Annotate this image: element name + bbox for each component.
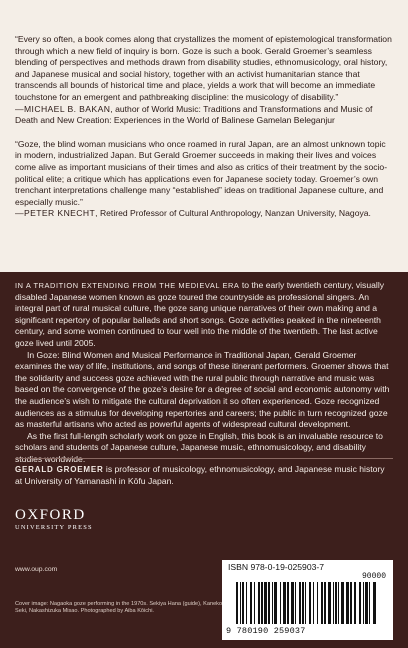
- author-name: GERALD GROEMER: [15, 465, 104, 474]
- endorsement-attribution-2: [15, 208, 393, 220]
- description-paragraph-2: In Goze: Blind Women and Musical Performance in Traditional Japan, Gerald Groemer examines the way of life, institutions, and songs of these itinerant performers. Groemer shows that the solidarity and success goze achieved with the rural public through narrative and music was based on the convergence of the goze’s desire for a degree of social and economic autonomy with the audience’s wish to mitigate the cultural deprivation it so often experienced. Goze recognized audiences as a stimulus for developing repertories and careers; the public in turn recognized goze as masterful artisans who acted as powerful agents of widespread cultural development.: [15, 349, 390, 430]
- endorser-name-1: —MICHAEL B. BAKAN: [15, 103, 111, 114]
- author-bio-text: is professor of musicology, ethnomusicology, and Japanese music history at University of Yamanashi in Kōfu Japan.: [15, 464, 385, 486]
- publisher-name: OXFORD: [15, 507, 86, 523]
- publisher-logo: [15, 507, 93, 532]
- isbn-barcode: [222, 560, 393, 640]
- description-paragraph-1: [15, 280, 393, 350]
- barcode-bars: [228, 580, 388, 626]
- endorsements-panel: [0, 0, 408, 272]
- book-description: [15, 280, 393, 466]
- publisher-subtitle: UNIVERSITY PRESS: [15, 524, 93, 531]
- author-bio: [15, 464, 393, 487]
- publisher-website: www.oup.com: [15, 566, 58, 573]
- description-paragraph-3: As the first full-length scholarly work on goze in English, this book is an invaluable resource to scholars and students of Japanese culture, Japanese music, ethnomusicology, and disability: [15, 430, 383, 453]
- barcode-digits: 9 780190 259037: [226, 626, 306, 636]
- endorser-details-1: , author of World Music: Traditions and Transformations and Music of Death and New Creation: Experiences in the World of Balinese Gamelan Beleganjur: [15, 103, 373, 126]
- price-code: 90000: [362, 572, 387, 581]
- endorsement-attribution-1: [15, 104, 393, 127]
- endorser-details-2: , Retired Professor of Cultural Anthropology, Nanzan University, Nagoya.: [95, 208, 371, 219]
- description-p1-text: to the early twentieth century, visually disabled Japanese women known as goze toured the countryside as professional singers. An integral part of rural musical culture, the goze sang unique narratives of their own making and a significant repertory of popular ballads and short songs. Goze activities peaked in the nineteenth century, and some women continued to tour well into the middle of the twentieth. The last active goze lived until 2005.: [15, 280, 385, 348]
- description-lead-in: IN A TRADITION EXTENDING FROM THE MEDIEVAL ERA: [15, 281, 240, 290]
- isbn-text: ISBN 978-0-19-025903-7: [228, 562, 325, 572]
- section-divider: [15, 458, 393, 459]
- endorser-name-2: —PETER KNECHT: [15, 208, 96, 219]
- endorsement-quote-1: “Every so often, a book comes along that crystallizes the moment of epistemological transformation through which a new field of inquiry is born. Goze is such a book. Gerald Groemer’s seamless blending of perspectives and methods drawn from disability studies, ethnomusicology, oral history, and Japanese musical and social history, together with an activist humanitarian stance that transcends all bounds of historical time and place, yields a work that will become an immediate touchstone for an emergent and pathbreaking discipline: the musicology of disability.”: [15, 34, 392, 102]
- endorsement-quote-2: “Goze, the blind woman musicians who once roamed in rural Japan, are an almost unknown topic in modern, industrialized Japan. But Gerald Groemer succeeds in making their lives and voices come alive as important musicians of their times and also as critics of their treatment by the socio-political elite; a critique which has applications even for Japanese society today. Groemer’s own trenchant interpretations challenge many “established” ideas on traditional Japanese culture, and especially music.”: [15, 138, 388, 207]
- cover-image-credit: Cover image: Nagaoka goze performing in the 1970s. Sekiya Hana (guide), Kaneko Seki, Nakashizuka Misao. Photographed by Aiba Kōichi.: [15, 601, 223, 615]
